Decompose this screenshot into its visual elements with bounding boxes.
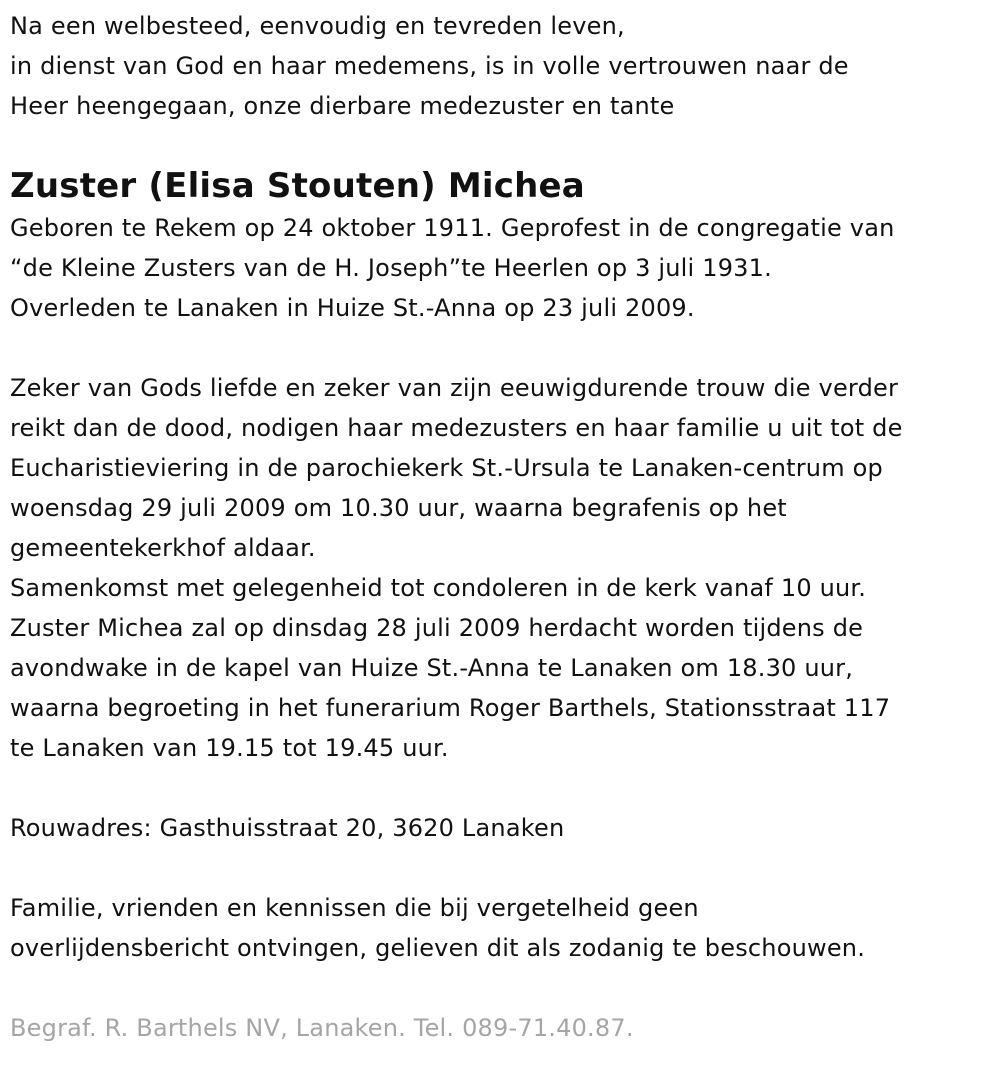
spacer — [10, 328, 1000, 368]
ceremony-line: avondwake in de kapel van Huize St.-Anna te Lanaken om 18.30 uur, — [10, 654, 854, 682]
notice-text — [10, 888, 1000, 968]
mourning-address: Rouwadres: Gasthuisstraat 20, 3620 Lanaken — [10, 814, 565, 842]
ceremony-line: reikt dan de dood, nodigen haar medezusters en haar familie u uit tot de — [10, 414, 903, 442]
intro-line: in dienst van God en haar medemens, is in volle vertrouwen naar de — [10, 52, 849, 80]
ceremony-text — [10, 368, 1000, 768]
ceremony-line: woensdag 29 juli 2009 om 10.30 uur, waarna begrafenis op het — [10, 494, 787, 522]
bio-line: Overleden te Lanaken in Huize St.-Anna op 23 juli 2009. — [10, 294, 695, 322]
bio-line: “de Kleine Zusters van de H. Joseph”te Heerlen op 3 juli 1931. — [10, 254, 772, 282]
intro-line: Na een welbesteed, eenvoudig en tevreden leven, — [10, 12, 625, 40]
deceased-name: Zuster (Elisa Stouten) Michea — [10, 166, 585, 206]
spacer — [10, 768, 1000, 808]
ceremony-line: Zuster Michea zal op dinsdag 28 juli 2009 herdacht worden tijdens de — [10, 614, 864, 642]
notice-line: Familie, vrienden en kennissen die bij vergetelheid geen — [10, 894, 699, 922]
ceremony-line: Eucharistieviering in de parochiekerk St.-Ursula te Lanaken-centrum op — [10, 454, 883, 482]
intro-text — [10, 6, 1000, 126]
funeral-home-footer: Begraf. R. Barthels NV, Lanaken. Tel. 089-71.40.87. — [10, 1014, 634, 1042]
notice-line: overlijdensbericht ontvingen, gelieven dit als zodanig te beschouwen. — [10, 934, 866, 962]
intro-line: Heer heengegaan, onze dierbare medezuster en tante — [10, 92, 675, 120]
ceremony-line: te Lanaken van 19.15 tot 19.45 uur. — [10, 734, 449, 762]
ceremony-line: waarna begroeting in het funerarium Roger Barthels, Stationsstraat 117 — [10, 694, 891, 722]
ceremony-line: Samenkomst met gelegenheid tot condoleren in de kerk vanaf 10 uur. — [10, 574, 867, 602]
ceremony-line: Zeker van Gods liefde en zeker van zijn eeuwigdurende trouw die verder — [10, 374, 899, 402]
bio-text — [10, 208, 1000, 328]
ceremony-line: gemeentekerkhof aldaar. — [10, 534, 316, 562]
spacer — [10, 848, 1000, 888]
bio-line: Geboren te Rekem op 24 oktober 1911. Geprofest in de congregatie van — [10, 214, 895, 242]
